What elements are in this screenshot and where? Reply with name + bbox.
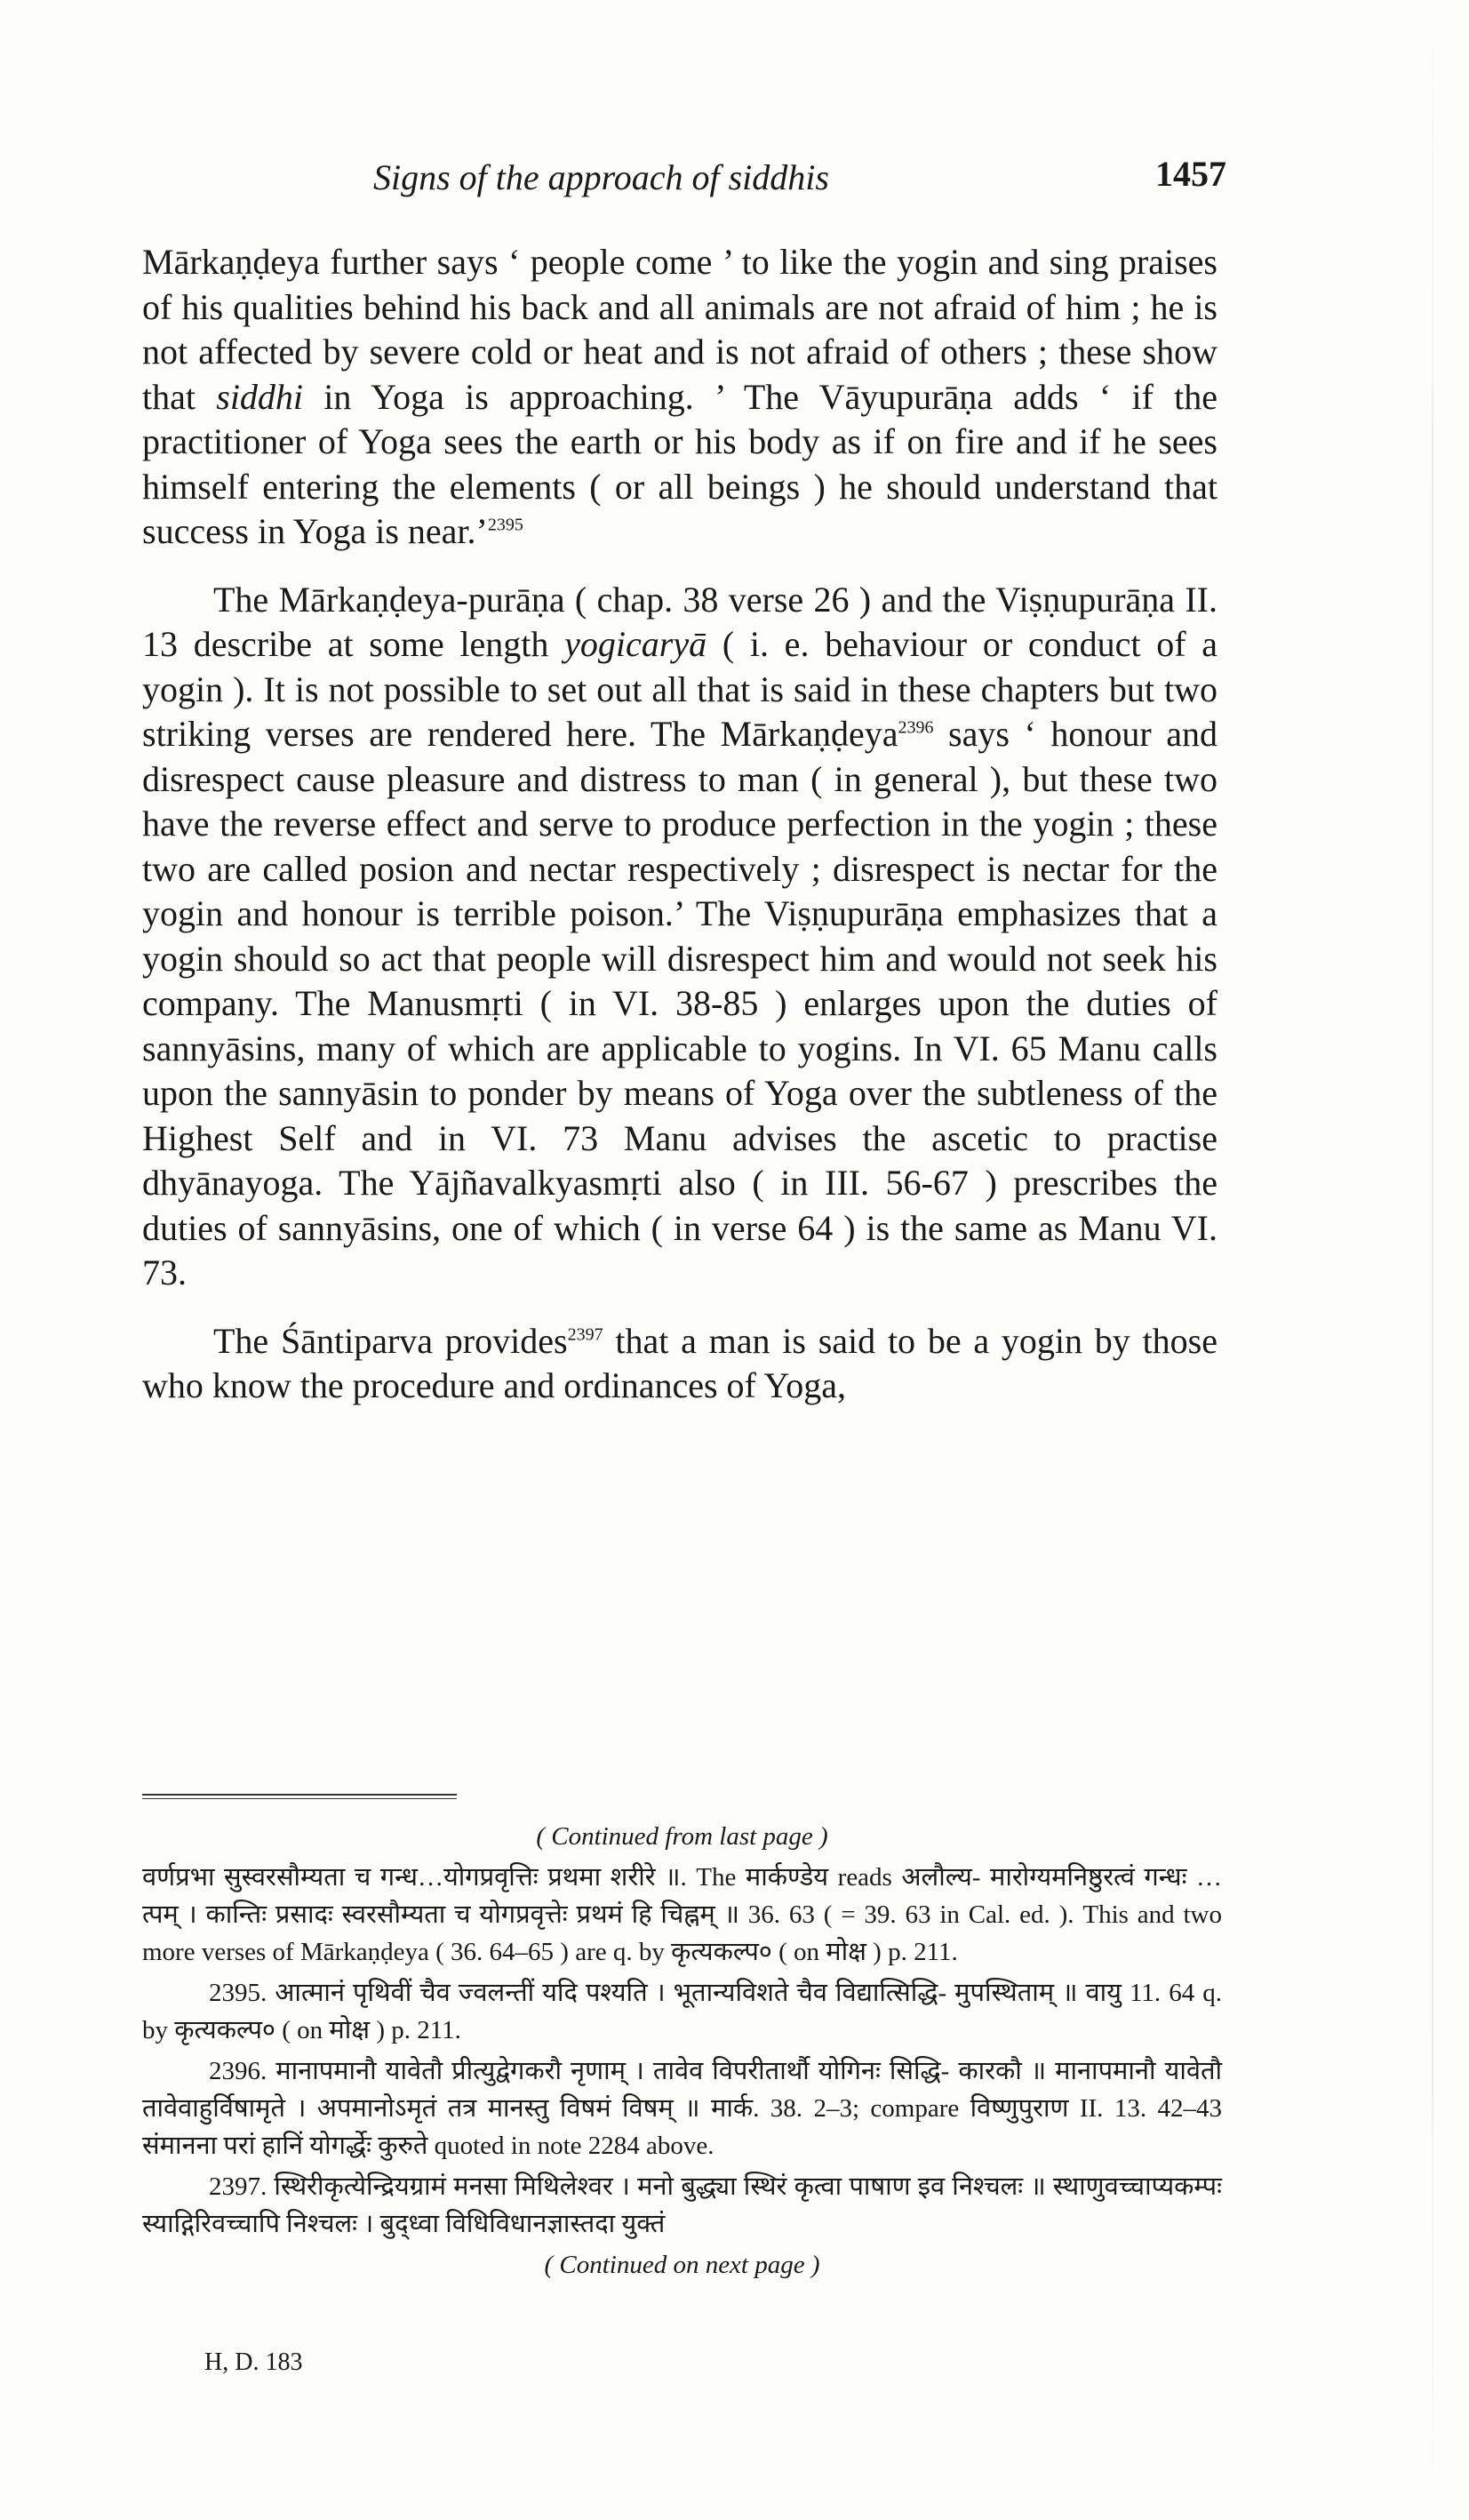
continued-on-label: ( Continued on next page ) [544,2251,820,2279]
page-number: 1457 [1155,154,1226,194]
footnote-ref-2395: 2395 [487,515,523,535]
running-title: Signs of the approach of siddhis [373,157,829,197]
paragraph-2 [142,578,1218,1296]
signature-mark: H, D. 183 [204,2348,303,2376]
footnote-ref-2396: 2396 [898,717,934,738]
italic-term: yogicaryā [564,624,707,664]
page-header [142,156,1226,210]
footnote-ref-2397: 2397 [567,1324,603,1345]
paragraph-1 [142,240,1218,555]
footnote-divider [142,1794,457,1799]
footnote-2397: 2397. स्थिरीकृत्येन्द्रियग्रामं मनसा मिथिलेश्वर । मनो बुद्ध्या स्थिरं कृत्वा पाषाण इव निश्चलः ॥ स्थाणुवच्चाप्यकम्पः स्याद्गिरिवच्चापि निश्चलः । बुद्ध्वा विधिविधानज्ञास्तदा युक्तं [142,2172,1222,2238]
text-run: The Śāntiparva provides [213,1320,568,1361]
footnote-carryover: वर्णप्रभा सुस्वरसौम्यता च गन्ध…योगप्रवृत्तिः प्रथमा शरीरे ॥. The मार्कण्डेय reads अलौल्य- मारोग्यमनिष्ठुरत्वं गन्धः … त्पम् । कान्तिः प्रसादः स्वरसौम्यता च योगप्रवृत्तेः प्रथमं हि चिह्नम् ॥ 36. 63 ( = 39. 63 in Cal. ed. ). This and two more verses of Mārkaṇḍeya ( 36. 64–65 ) are q. by कृत्यकल्प० ( on मोक्ष ) p. 211. [142,1863,1222,1966]
footnotes [142,1818,1222,2287]
text-run: that a man is said to be a yogin by those who know the procedure and ordinances of Yoga, [142,1320,1218,1405]
footnote-2396: 2396. मानापमानौ यावेतौ प्रीत्युद्वेगकरौ नृणाम् । तावेव विपरीतार्थौ योगिनः सिद्धि- कारकौ ॥ मानापमानौ यावेतौ तावेवाहुर्विषामृते । अपमानोऽमृतं तत्र मानस्तु विषमं विषम् ॥ मार्क. 38. 2–3; compare विष्णुपुराण II. 13. 42–43 संमानना परां हानिं योगर्द्धेः कुरुते quoted in note 2284 above. [142,2057,1222,2160]
text-run: The Mārkaṇḍeya-purāṇa ( chap. 38 verse 26 ) and the Viṣṇupurāṇa II. 13 describe at some length [142,579,1218,664]
paragraph-3 [142,1319,1218,1409]
italic-term: siddhi [216,376,304,417]
text-run: in Yoga is approaching. ’ The Vāyupurāṇa adds ‘ if the practitioner of Yoga sees the earth or his body as if on fire and if he sees himself entering the elements ( or all beings ) he should understand that success in Yoga is near.’ [142,376,1218,551]
page-edge-shadow [1432,0,1433,2520]
main-text [142,240,1218,1432]
footnote-2395: 2395. आत्मानं पृथिवीं चैव ज्वलन्तीं यदि पश्यति । भूतान्यविशते चैव विद्यात्सिद्धि- मुपस्थिताम् ॥ वायु 11. 64 q. by कृत्यकल्प० ( on मोक्ष ) p. 211. [142,1979,1222,2044]
continued-from-label: ( Continued from last page ) [536,1822,828,1851]
text-run: Mārkaṇḍeya further says ‘ people come ’ to like the yogin and sing praises of his qualities behind his back and all animals are not afraid of him ; he is not affected by severe cold or heat and is not afraid of others ; these show that [142,242,1218,417]
text-run: ( i. e. behaviour or conduct of a yogin ). It is not possible to set out all that is said in these chapters but two striking verses are rendered here. The Mārkaṇḍeya [142,624,1218,754]
text-run: says ‘ honour and disrespect cause pleasure and distress to man ( in general ), but these two have the reverse effect and serve to produce perfection in the yogin ; these two are called posion and nectar respectively ; disrespect is nectar for the yogin and honour is terrible poison.’ The Viṣṇupurāṇa emphasizes that a yogin should so act that people will disrespect him and would not seek his company. The Manusmṛti ( in VI. 38-85 ) enlarges upon the duties of sannyāsins, many of which are applicable to yogins. In VI. 65 Manu calls upon the sannyāsin to ponder by means of Yoga over the subtleness of the Highest Self and in VI. 73 Manu advises the ascetic to practise dhyānayoga. The Yājñavalkyasmṛti also ( in III. 56-67 ) prescribes the duties of sannyāsins, one of which ( in verse 64 ) is the same as Manu VI. 73. [142,714,1218,1292]
